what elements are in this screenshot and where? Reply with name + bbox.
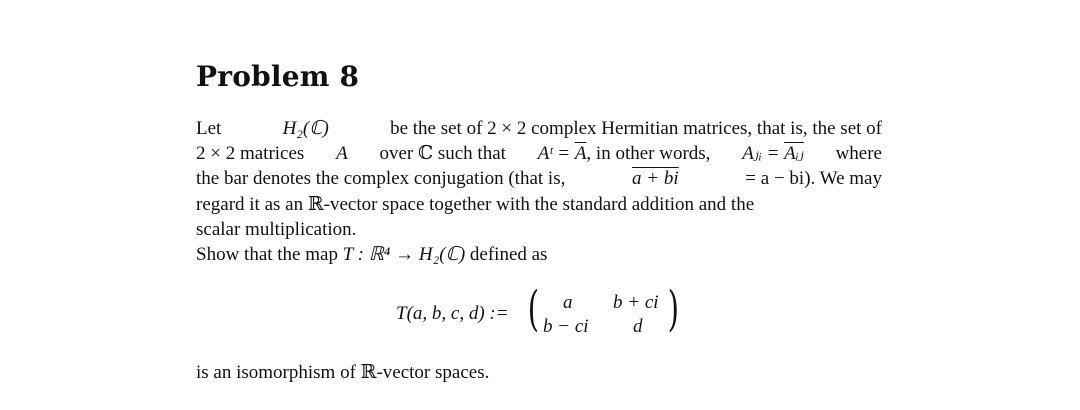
paragraph-line-2 [196, 141, 882, 166]
text-fragment: defined as [469, 244, 548, 266]
paragraph-line-5: scalar multiplication. [196, 218, 357, 240]
paragraph-line-4: regard it as an ℝ-vector space together with the standard addition and the [196, 193, 755, 215]
matrix-cell-21: b − ci [543, 316, 589, 337]
right-paren: ) [667, 281, 679, 337]
matrix-cell-11: a [563, 292, 573, 313]
text-fragment: the bar denotes the complex conjugation (that is, [196, 168, 566, 190]
text-fragment: be the set of 2 × 2 complex Hermitian matrices, that is, the set of [390, 118, 882, 139]
left-paren: ( [527, 281, 539, 337]
math-conjugate: a + bi [632, 168, 679, 190]
conclusion-text: is an isomorphism of ℝ-vector spaces. [196, 362, 490, 383]
text-fragment: Show that the map [196, 244, 338, 266]
equation-lhs: T(a, b, c, d) := [396, 303, 509, 324]
text-fragment: 2 × 2 matrices [196, 143, 305, 165]
math-aij-bar: $\overline{Aᵢⱼ}$ [784, 143, 804, 165]
paragraph-line-1 [196, 116, 882, 141]
paragraph-line-3 [196, 166, 882, 191]
paragraph-line-6 [196, 242, 886, 267]
math-map: T : ℝ⁴ → H₂(ℂ) [342, 244, 466, 266]
matrix-cell-12: b + ci [613, 292, 659, 313]
text-fragment: Let [196, 118, 222, 139]
math-aji: Aⱼᵢ = [742, 143, 780, 165]
matrix-cell-22: d [633, 316, 643, 337]
math-h2c: H₂(ℂ) [282, 118, 329, 139]
math-transpose: Aᵗ = [537, 143, 571, 165]
text-fragment: , in other words, [586, 143, 711, 165]
problem-paragraph [196, 116, 886, 267]
math-a: A [336, 143, 348, 165]
text-fragment: = a − bi). We may [745, 168, 882, 190]
math-a-bar: $\overline{A}$ [574, 143, 587, 165]
problem-heading: Problem 8 [196, 60, 360, 93]
text-fragment: over ℂ such that [379, 143, 506, 165]
text-fragment: where [835, 143, 882, 165]
